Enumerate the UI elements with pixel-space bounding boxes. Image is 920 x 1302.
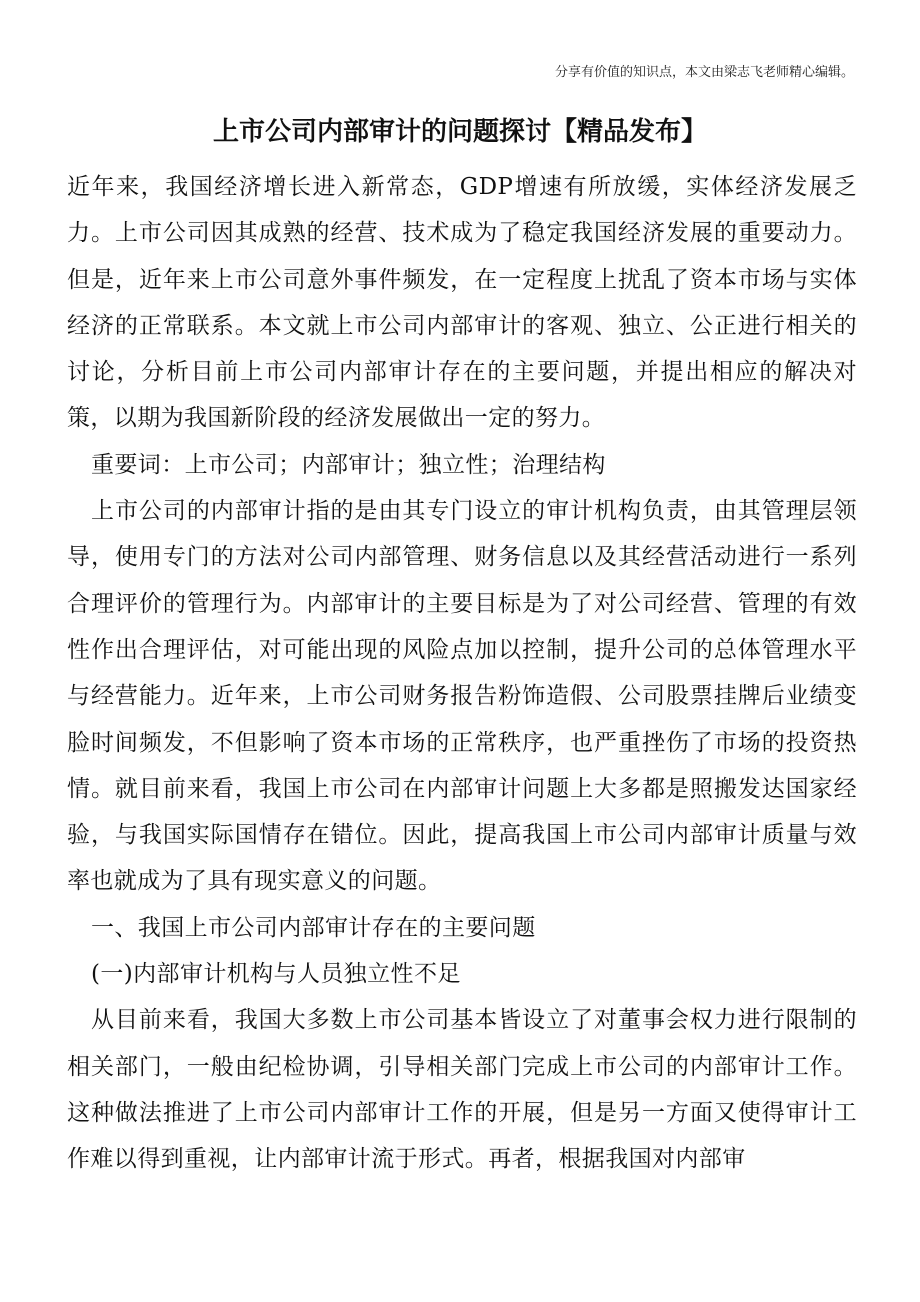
intro-paragraph: 上市公司的内部审计指的是由其专门设立的审计机构负责，由其管理层领导，使用专门的方法对公司内部管理、财务信息以及其经营活动进行一系列合理评价的管理行为。内部审计的主要目标是为了对公司经营、管理的有效性作出合理评估，对可能出现的风险点加以控制，提升公司的总体管理水平与经营能力。近年来，上市公司财务报告粉饰造假、公司股票挂牌后业绩变脸时间频发，不但影响了资本市场的正常秩序，也严重挫伤了市场的投资热情。就目前来看，我国上市公司在内部审计问题上大多都是照搬发达国家经验，与我国实际国情存在错位。因此，提高我国上市公司内部审计质量与效率也就成为了具有现实意义的问题。 <box>67 498 857 895</box>
header-note: 分享有价值的知识点，本文由梁志飞老师精心编辑。 <box>554 65 854 80</box>
keywords-line: 重要词：上市公司；内部审计；独立性；治理结构 <box>91 451 606 478</box>
document-body <box>67 164 857 1183</box>
subsection-heading: (一)内部审计机构与人员独立性不足 <box>91 961 461 988</box>
abstract-paragraph: 近年来，我国经济增长进入新常态，GDP增速有所放缓，实体经济发展乏力。上市公司因其成熟的经营、技术成为了稳定我国经济发展的重要动力。但是，近年来上市公司意外事件频发，在一定程度上扰乱了资本市场与实体经济的正常联系。本文就上市公司内部审计的客观、独立、公正进行相关的讨论，分析目前上市公司内部审计存在的主要问题，并提出相应的解决对策，以期为我国新阶段的经济发展做出一定的努力。 <box>67 174 857 432</box>
subsection-paragraph: 从目前来看，我国大多数上市公司基本皆设立了对董事会权力进行限制的相关部门，一般由纪检协调，引导相关部门完成上市公司的内部审计工作。这种做法推进了上市公司内部审计工作的开展，但是另一方面又使得审计工作难以得到重视，让内部审计流于形式。再者，根据我国对内部审 <box>67 1007 857 1173</box>
section-heading: 一、我国上市公司内部审计存在的主要问题 <box>91 914 536 941</box>
document-title: 上市公司内部审计的问题探讨【精品发布】 <box>212 117 707 147</box>
